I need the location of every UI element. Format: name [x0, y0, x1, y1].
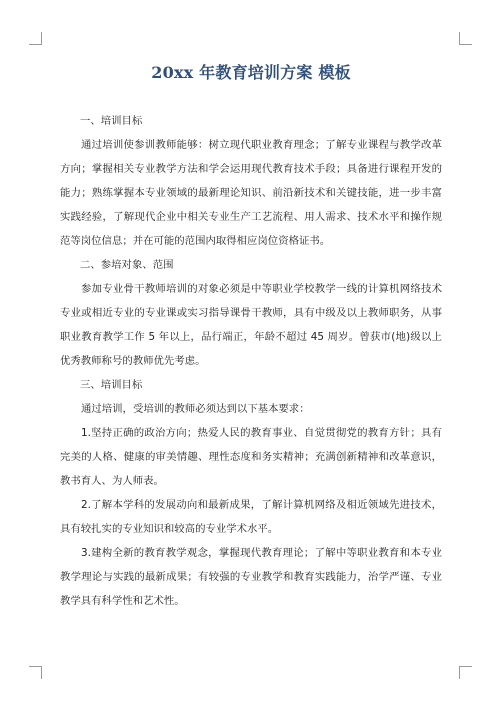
paragraph: 参加专业骨干教师培训的对象必须是中等职业学校教学一线的计算机网络技术专业或相近专业的专业课或实习指导课骨干教师，具有中级及以上教师职务，从事职业教育教学工作 5 年以上，品行端正，年龄不超过 45 周岁。曾获市(地)级以上优秀教师称号的教师优先考虑。 — [60, 283, 442, 367]
section-heading: 一、培训目标 — [80, 115, 143, 127]
section-training-objectives — [60, 373, 442, 613]
crop-mark-bottom-left — [29, 666, 42, 679]
document-title: 20xx 年教育培训方案 模板 — [151, 63, 351, 82]
crop-mark-bottom-right — [459, 666, 472, 679]
paragraph: 1.坚持正确的政治方向；热爱人民的教育事业、自觉贯彻党的教育方针；具有完美的人格、健康的审美情趣、理性态度和务实精神；充满创新精神和改革意识，教书育人、为人师表。 — [60, 427, 442, 487]
document-page — [60, 60, 442, 613]
crop-mark-top-left — [29, 32, 42, 45]
paragraph: 3.建构全新的教育教学观念，掌握现代教育理论；了解中等职业教育和本专业教学理论与实践的最新成果；有较强的专业教学和教育实践能力，治学严谨、专业教学具有科学性和艺术性。 — [60, 547, 442, 607]
paragraph: 通过培训，受培训的教师必须达到以下基本要求： — [81, 403, 310, 415]
section-heading: 三、培训目标 — [80, 379, 143, 391]
section-training-goals — [60, 109, 442, 253]
paragraph: 通过培训使参训教师能够：树立现代职业教育理念；了解专业课程与教学改革方向；掌握相关专业教学方法和学会运用现代教育技术手段；具备进行课程开发的能力；熟练掌握本专业领域的最新理论知识、前沿新技术和关键技能，进一步丰富实践经验，了解现代企业中相关专业生产工艺流程、用人需求、技术水平和操作规范等岗位信息；并在可能的范围内取得相应岗位资格证书。 — [60, 139, 442, 247]
section-heading: 二、参培对象、范围 — [80, 259, 174, 271]
section-participants-scope — [60, 253, 442, 373]
paragraph: 2.了解本学科的发展动向和最新成果，了解计算机网络及相近领域先进技术，具有较扎实的专业知识和较高的专业学术水平。 — [60, 499, 442, 535]
crop-mark-top-right — [459, 32, 472, 45]
